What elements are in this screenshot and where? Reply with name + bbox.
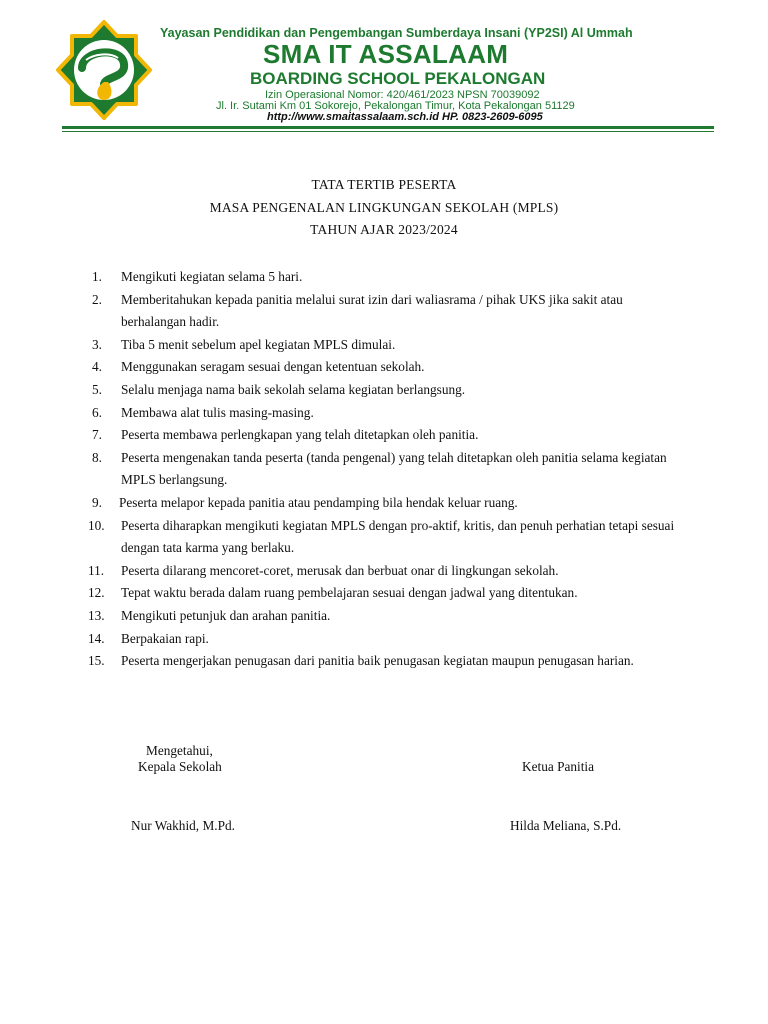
list-item bbox=[88, 650, 688, 673]
list-item bbox=[88, 560, 688, 583]
list-item bbox=[88, 424, 688, 447]
operating-permit: Izin Operasional Nomor: 420/461/2023 NPSN 70039092 bbox=[265, 89, 540, 101]
acknowledged-label: Mengetahui, bbox=[146, 743, 213, 758]
list-number: 2. bbox=[92, 291, 102, 307]
rule-text: Mengikuti kegiatan selama 5 hari. bbox=[121, 269, 303, 284]
list-item bbox=[88, 379, 688, 402]
list-number: 4. bbox=[92, 359, 102, 375]
rule-text: Peserta dilarang mencoret-coret, merusak dan berbuat onar di lingkungan sekolah. bbox=[121, 562, 559, 578]
rule-text: Berpakaian rapi. bbox=[121, 630, 209, 646]
rule-text: Peserta membawa perlengkapan yang telah ditetapkan oleh panitia. bbox=[121, 427, 479, 443]
rule-text: Selalu menjaga nama baik sekolah selama kegiatan berlangsung. bbox=[121, 381, 466, 397]
rule-text: Tiba 5 menit sebelum apel kegiatan MPLS dimulai. bbox=[121, 336, 396, 352]
organization-name: Yayasan Pendidikan dan Pengembangan Sumberdaya Insani (YP2SI) Al Ummah bbox=[160, 26, 633, 40]
rule-text: Memberitahukan kepada panitia melalui surat izin dari waliasrama / pihak UKS jika sakit atau berhalangan hadir. bbox=[121, 291, 623, 330]
rule-text: Peserta diharapkan mengikuti kegiatan MPLS dengan pro-aktif, kritis, dan penuh perhatian tetapi sesuai dengan tata karma yang berlaku. bbox=[121, 517, 675, 556]
list-item bbox=[88, 447, 688, 492]
list-item bbox=[88, 402, 688, 425]
school-name: SMA IT ASSALAAM bbox=[263, 39, 509, 69]
list-number: 8. bbox=[92, 449, 102, 465]
list-number: 9. bbox=[92, 494, 102, 510]
list-number: 6. bbox=[92, 404, 102, 420]
list-number: 5. bbox=[92, 381, 102, 397]
list-item bbox=[88, 356, 688, 379]
list-item bbox=[88, 605, 688, 628]
letterhead-divider bbox=[62, 126, 714, 129]
principal-title: Kepala Sekolah bbox=[138, 759, 222, 774]
committee-chair-name: Hilda Meliana, S.Pd. bbox=[510, 818, 622, 833]
list-number: 1. bbox=[92, 269, 102, 284]
letterhead-divider-thin bbox=[62, 131, 714, 132]
list-item bbox=[88, 515, 688, 560]
list-number: 10. bbox=[88, 517, 105, 533]
rule-text: Menggunakan seragam sesuai dengan ketentuan sekolah. bbox=[121, 359, 425, 375]
list-number: 3. bbox=[92, 336, 102, 352]
list-number: 12. bbox=[88, 585, 105, 601]
academic-year: TAHUN AJAR 2023/2024 bbox=[310, 222, 458, 237]
rule-text: Mengikuti petunjuk dan arahan panitia. bbox=[121, 607, 331, 623]
rules-list bbox=[88, 266, 688, 673]
rule-text: Membawa alat tulis masing-masing. bbox=[121, 404, 314, 420]
list-number: 15. bbox=[88, 653, 105, 669]
rule-text: Peserta mengerjakan penugasan dari panitia baik penugasan kegiatan maupun penugasan harian. bbox=[121, 653, 634, 669]
list-number: 11. bbox=[88, 562, 105, 578]
rule-text: Peserta melapor kepada panitia atau pendamping bila hendak keluar ruang. bbox=[119, 494, 518, 510]
rule-text: Tepat waktu berada dalam ruang pembelajaran sesuai dengan jadwal yang ditentukan. bbox=[121, 585, 578, 601]
school-contact: http://www.smaitassalaam.sch.id HP. 0823-2609-6095 bbox=[267, 111, 543, 123]
list-item bbox=[88, 334, 688, 357]
committee-chair-title: Ketua Panitia bbox=[522, 759, 595, 774]
rule-text: Peserta mengenakan tanda peserta (tanda pengenal) yang telah ditetapkan oleh panitia selama kegiatan MPLS berlangsung. bbox=[121, 449, 667, 488]
school-subtitle: BOARDING SCHOOL PEKALONGAN bbox=[250, 69, 546, 88]
list-item bbox=[88, 289, 688, 334]
list-item bbox=[88, 628, 688, 651]
list-number: 13. bbox=[88, 607, 105, 623]
document-title: TATA TERTIB PESERTA bbox=[311, 177, 457, 192]
list-item bbox=[88, 492, 688, 515]
list-number: 7. bbox=[92, 427, 102, 443]
principal-name: Nur Wakhid, M.Pd. bbox=[131, 818, 235, 833]
list-item bbox=[88, 582, 688, 605]
document-subtitle: MASA PENGENALAN LINGKUNGAN SEKOLAH (MPLS) bbox=[209, 200, 559, 215]
list-number: 14. bbox=[88, 630, 105, 646]
list-item bbox=[88, 266, 688, 289]
school-crest-logo bbox=[50, 18, 158, 124]
school-address: Jl. Ir. Sutami Km 01 Sokorejo, Pekalongan Timur, Kota Pekalongan 51129 bbox=[216, 100, 575, 112]
